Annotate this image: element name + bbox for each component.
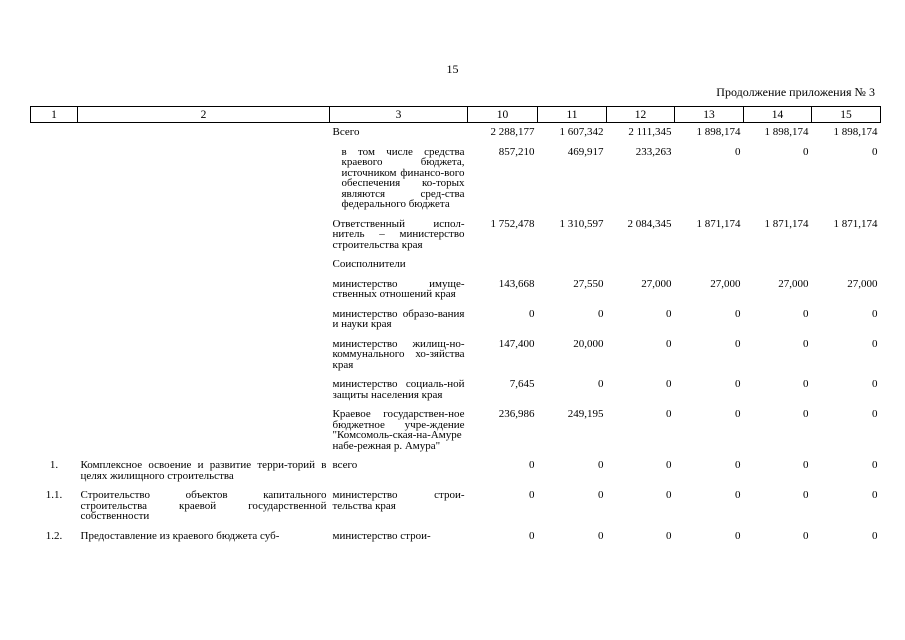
table-row (31, 531, 881, 551)
row-value: 0 (872, 408, 878, 420)
row-measure-name (78, 259, 330, 279)
row-value: 0 (735, 408, 741, 420)
row-value: 0 (803, 529, 809, 542)
row-executor: министерство жилищ-но-коммунального хо-зяйства края (332, 337, 465, 371)
row-value: 0 (735, 529, 741, 542)
table-row (31, 259, 881, 279)
budget-table (30, 106, 881, 550)
row-value (538, 259, 607, 279)
row-value (744, 259, 812, 279)
row-value: 0 (666, 529, 672, 542)
row-measure-name: Строительство объектов капитального строительства краевой государственной собственности (80, 489, 327, 522)
table-row (31, 147, 881, 219)
row-value: 0 (735, 307, 741, 320)
row-value (607, 259, 675, 279)
row-measure-name (78, 279, 330, 309)
column-header: 2 (78, 107, 330, 123)
row-value: 0 (735, 145, 741, 158)
row-value: 0 (598, 307, 604, 320)
row-value: 7,645 (509, 378, 535, 390)
row-value: 2 084,345 (627, 217, 672, 230)
row-value: 1 898,174 (696, 126, 741, 138)
row-value: 0 (803, 378, 809, 390)
row-value: 27,000 (847, 277, 878, 290)
row-value: 1 607,342 (559, 126, 604, 138)
row-value: 0 (529, 489, 535, 501)
row-code (31, 147, 78, 219)
row-measure-name (78, 379, 330, 409)
row-value: 0 (735, 459, 741, 471)
row-measure-name: Предоставление из краевого бюджета суб- (80, 529, 280, 542)
row-value: 0 (666, 489, 672, 501)
column-header: 12 (607, 107, 675, 123)
row-code: 1.2. (45, 529, 63, 542)
row-value: 2 111,345 (628, 126, 672, 138)
row-value: 0 (598, 489, 604, 501)
row-value: 0 (666, 307, 672, 320)
row-code (31, 309, 78, 339)
row-executor: всего (332, 459, 358, 471)
row-executor: Ответственный испол-нитель – министерство строительства края (332, 217, 465, 251)
row-code (31, 409, 78, 460)
table-row (31, 409, 881, 460)
table-row (31, 279, 881, 309)
row-code: 1. (49, 459, 59, 471)
row-executor: Соисполнители (332, 258, 406, 270)
row-value: 0 (598, 529, 604, 542)
row-executor: министерство образо-вания и науки края (332, 307, 465, 330)
row-value: 0 (666, 337, 672, 350)
page-number: 15 (446, 62, 459, 76)
row-value: 1 871,174 (833, 217, 878, 230)
row-value: 0 (803, 408, 809, 420)
row-value (675, 259, 744, 279)
row-value: 2 288,177 (490, 126, 535, 138)
row-value: 249,195 (567, 408, 604, 420)
column-header: 11 (538, 107, 607, 123)
row-measure-name (78, 309, 330, 339)
row-value: 233,263 (635, 145, 672, 158)
table-row (31, 339, 881, 380)
row-value: 0 (872, 307, 878, 320)
row-executor: министерство социаль-ной защиты населения края (332, 378, 465, 401)
row-value: 0 (735, 337, 741, 350)
table-row (31, 123, 881, 147)
row-value: 143,668 (498, 277, 535, 290)
row-value: 0 (529, 459, 535, 471)
row-measure-name (78, 409, 330, 460)
row-value: 0 (735, 489, 741, 501)
column-header: 14 (744, 107, 812, 123)
row-value (812, 259, 881, 279)
row-code (31, 123, 78, 147)
row-code (31, 259, 78, 279)
row-value: 0 (598, 378, 604, 390)
table-header-row (31, 107, 881, 123)
table-row (31, 490, 881, 531)
row-value: 0 (872, 145, 878, 158)
row-code (31, 219, 78, 260)
row-value: 1 310,597 (559, 217, 604, 230)
table-row (31, 460, 881, 490)
column-header: 13 (675, 107, 744, 123)
row-value: 0 (529, 529, 535, 542)
row-executor: в том числе средства краевого бюджета, источником финансо-вого обеспечения ко-торых являются сред-ства федерального бюджета (341, 145, 465, 210)
row-value: 27,000 (641, 277, 672, 290)
row-value: 0 (803, 145, 809, 158)
row-value: 0 (666, 408, 672, 420)
row-value: 27,000 (778, 277, 809, 290)
row-value: 857,210 (498, 145, 535, 158)
row-value: 0 (735, 378, 741, 390)
row-value: 1 871,174 (764, 217, 809, 230)
row-executor: Всего (332, 126, 360, 138)
row-value: 0 (803, 489, 809, 501)
row-value: 1 871,174 (696, 217, 741, 230)
column-header: 3 (330, 107, 468, 123)
row-value: 0 (666, 378, 672, 390)
row-code: 1.1. (45, 489, 63, 501)
row-executor: министерство строи- (332, 529, 431, 542)
row-value: 27,000 (710, 277, 741, 290)
row-code (31, 379, 78, 409)
row-value (468, 259, 538, 279)
appendix-continuation-label: Продолжение приложения № 3 (716, 85, 875, 99)
row-value: 0 (666, 459, 672, 471)
column-header: 1 (31, 107, 78, 123)
row-executor: министерство имуще-ственных отношений края (332, 277, 465, 300)
row-measure-name: Комплексное освоение и развитие терри-торий в целях жилищного строительства (80, 459, 327, 482)
table-row (31, 219, 881, 260)
row-value: 0 (872, 459, 878, 471)
row-value: 20,000 (573, 337, 604, 350)
row-value: 0 (872, 337, 878, 350)
table-body (31, 123, 881, 551)
row-measure-name (78, 123, 330, 147)
row-value: 147,400 (498, 337, 535, 350)
row-value: 0 (872, 378, 878, 390)
table-row (31, 309, 881, 339)
row-value: 0 (872, 489, 878, 501)
row-value: 1 898,174 (764, 126, 809, 138)
row-code (31, 279, 78, 309)
column-header: 10 (468, 107, 538, 123)
row-value: 0 (872, 529, 878, 542)
row-code (31, 339, 78, 380)
row-measure-name (78, 339, 330, 380)
row-measure-name (78, 147, 330, 219)
table-row (31, 379, 881, 409)
row-value: 0 (803, 307, 809, 320)
row-executor: министерство строи-тельства края (332, 489, 465, 512)
row-value: 0 (598, 459, 604, 471)
row-value: 0 (803, 337, 809, 350)
row-value: 1 752,478 (490, 217, 535, 230)
row-value: 0 (803, 459, 809, 471)
column-header: 15 (812, 107, 881, 123)
row-value: 1 898,174 (833, 126, 878, 138)
row-value: 27,550 (573, 277, 604, 290)
row-value: 0 (529, 307, 535, 320)
row-value: 236,986 (498, 408, 535, 420)
row-measure-name (78, 219, 330, 260)
row-executor: Краевое государствен-ное бюджетное учре-ждение "Комсомоль-ская-на-Амуре набе-режная р. Амура" (332, 408, 465, 452)
row-value: 469,917 (567, 145, 604, 158)
